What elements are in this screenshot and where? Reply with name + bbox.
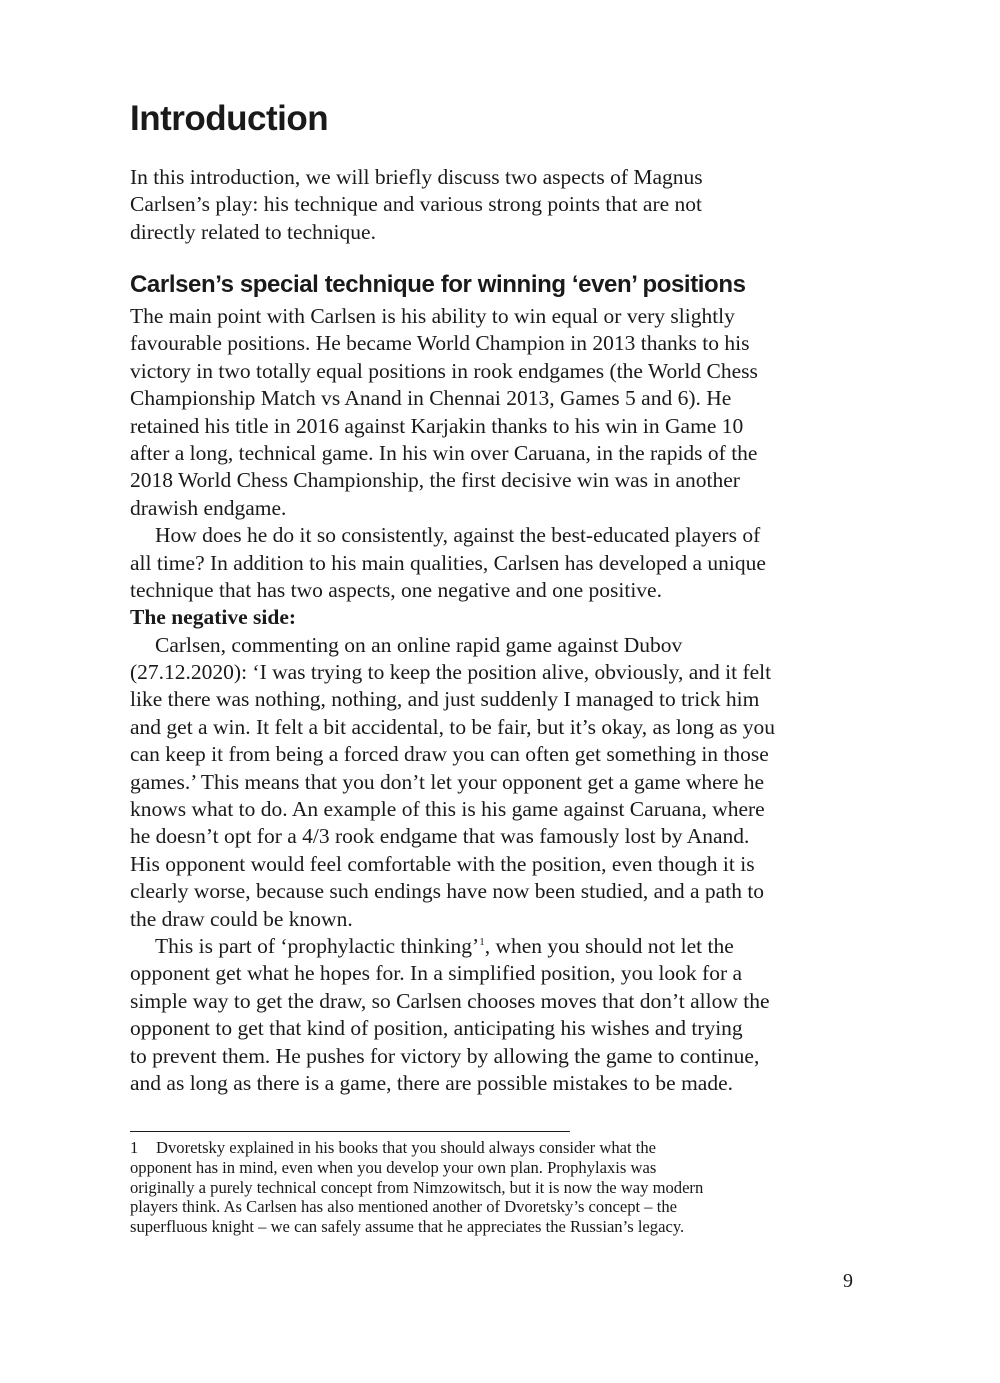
footnote-number: 1 xyxy=(130,1138,139,1157)
paragraph-line: opponent get what he hopes for. In a simplified position, you look for a xyxy=(130,961,743,986)
footnote xyxy=(130,1138,865,1237)
paragraph-line: can keep it from being a forced draw you can often get something in those xyxy=(130,742,769,767)
footnote-divider xyxy=(130,1131,570,1132)
paragraph-line: Championship Match vs Anand in Chennai 2013, Games 5 and 6). He xyxy=(130,386,732,411)
intro-line: Carlsen’s play: his technique and various strong points that are not xyxy=(130,192,703,217)
paragraph-line: games.’ This means that you don’t let your opponent get a game where he xyxy=(130,769,765,794)
paragraph-line: and as long as there is a game, there are possible mistakes to be made. xyxy=(130,1070,733,1095)
paragraph-line: clearly worse, because such endings have now been studied, and a path to xyxy=(130,879,765,904)
footnote-line: opponent has in mind, even when you develop your own plan. Prophylaxis was xyxy=(130,1157,657,1177)
paragraph-text: , when you should not let the xyxy=(484,933,734,958)
paragraph-text: This is part of ‘prophylactic thinking’ xyxy=(155,933,480,958)
footnote-line: originally a purely technical concept from Nimzowitsch, but it is now the way modern xyxy=(130,1177,704,1197)
paragraph-line: he doesn’t opt for a 4/3 rook endgame that was famously lost by Anand. xyxy=(130,824,750,849)
paragraph-line: to prevent them. He pushes for victory by allowing the game to continue, xyxy=(130,1043,760,1068)
negative-side-label: The negative side: xyxy=(130,605,297,630)
paragraph-line: drawish endgame. xyxy=(130,495,287,520)
paragraph-line: retained his title in 2016 against Karjakin thanks to his win in Game 10 xyxy=(130,413,744,438)
paragraph-line: after a long, technical game. In his win over Caruana, in the rapids of the xyxy=(130,440,758,465)
paragraph-line xyxy=(130,933,860,960)
paragraph-line: favourable positions. He became World Champion in 2013 thanks to his xyxy=(130,331,750,356)
intro-paragraph xyxy=(130,164,860,246)
section-heading: Carlsen’s special technique for winning ‘even’ positions xyxy=(130,271,746,298)
paragraph-line: victory in two totally equal positions in rook endgames (the World Chess xyxy=(130,358,758,383)
paragraph-2 xyxy=(130,522,860,604)
paragraph-line: His opponent would feel comfortable with the position, even though it is xyxy=(130,851,755,876)
paragraph-1 xyxy=(130,303,860,522)
paragraph-line: knows what to do. An example of this is his game against Caruana, where xyxy=(130,797,765,822)
paragraph-line: the draw could be known. xyxy=(130,906,353,931)
paragraph-line: (27.12.2020): ‘I was trying to keep the position alive, obviously, and it felt xyxy=(130,660,772,685)
paragraph-line: simple way to get the draw, so Carlsen chooses moves that don’t allow the xyxy=(130,988,770,1013)
paragraph-line: Carlsen, commenting on an online rapid game against Dubov xyxy=(155,632,683,657)
footnote-reference[interactable]: 1 xyxy=(479,935,485,948)
page-number: 9 xyxy=(843,1270,853,1292)
intro-line: In this introduction, we will briefly discuss two aspects of Magnus xyxy=(130,165,703,189)
paragraph-line: opponent to get that kind of position, anticipating his wishes and trying xyxy=(130,1016,743,1041)
section-body xyxy=(130,303,860,1097)
paragraph-line: and get a win. It felt a bit accidental, to be fair, but it’s okay, as long as you xyxy=(130,714,775,739)
paragraph-line: technique that has two aspects, one negative and one positive. xyxy=(130,577,662,602)
paragraph-line: all time? In addition to his main qualities, Carlsen has developed a unique xyxy=(130,550,766,575)
footnote-line: players think. As Carlsen has also mentioned another of Dvoretsky’s concept – the xyxy=(130,1197,678,1217)
intro-line: directly related to technique. xyxy=(130,219,376,244)
paragraph-4 xyxy=(130,933,860,1097)
paragraph-line: 2018 World Chess Championship, the first decisive win was in another xyxy=(130,468,740,493)
paragraph-line: How does he do it so consistently, against the best-educated players of xyxy=(155,523,761,548)
footnote-line xyxy=(130,1138,865,1158)
paragraph-3 xyxy=(130,632,860,933)
chapter-title: Introduction xyxy=(130,99,329,138)
paragraph-line: like there was nothing, nothing, and just suddenly I managed to trick him xyxy=(130,687,760,712)
paragraph-line: The main point with Carlsen is his ability to win equal or very slightly xyxy=(130,304,735,328)
footnote-line: superfluous knight – we can safely assume that he appreciates the Russian’s legacy. xyxy=(130,1217,685,1237)
footnote-text: Dvoretsky explained in his books that you should always consider what the xyxy=(156,1138,657,1157)
